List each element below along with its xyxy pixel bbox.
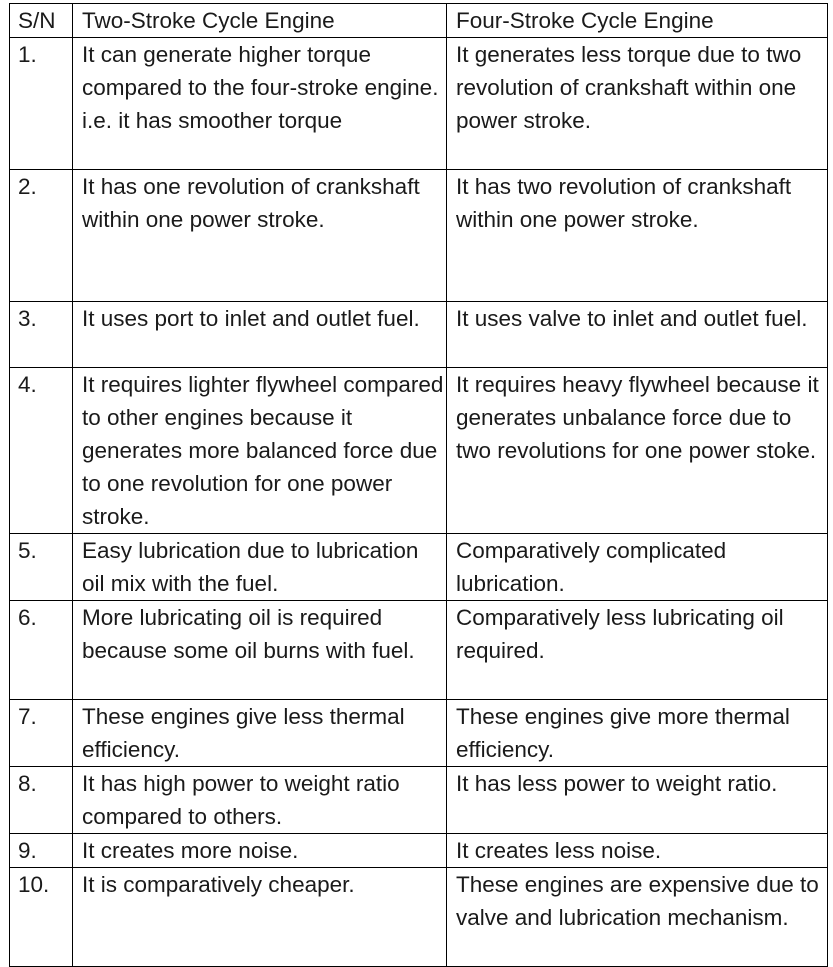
table-row — [10, 700, 828, 767]
row-sn: 3. — [10, 302, 73, 368]
row-four-stroke: It requires heavy flywheel because it generates unbalance force due to two revolutions for one power stoke. — [447, 368, 828, 534]
row-sn: 1. — [10, 38, 73, 170]
row-four-stroke: Comparatively less lubricating oil required. — [447, 601, 828, 700]
row-four-stroke: It has less power to weight ratio. — [447, 767, 828, 834]
table-row — [10, 302, 828, 368]
header-sn: S/N — [10, 4, 73, 38]
row-four-stroke: Comparatively complicated lubrication. — [447, 534, 828, 601]
table-row — [10, 834, 828, 868]
row-two-stroke: These engines give less thermal efficiency. — [73, 700, 447, 767]
row-sn: 2. — [10, 170, 73, 302]
header-four-stroke: Four-Stroke Cycle Engine — [447, 4, 828, 38]
comparison-table — [9, 3, 828, 967]
row-four-stroke: It uses valve to inlet and outlet fuel. — [447, 302, 828, 368]
row-two-stroke: It has one revolution of crankshaft within one power stroke. — [73, 170, 447, 302]
table-row — [10, 534, 828, 601]
row-two-stroke: It requires lighter flywheel compared to other engines because it generates more balanced force due to one revolution for one power stroke. — [73, 368, 447, 534]
row-sn: 9. — [10, 834, 73, 868]
row-sn: 4. — [10, 368, 73, 534]
table-row — [10, 368, 828, 534]
header-row — [10, 4, 828, 38]
row-sn: 7. — [10, 700, 73, 767]
row-four-stroke: These engines give more thermal efficiency. — [447, 700, 828, 767]
row-sn: 10. — [10, 868, 73, 967]
row-sn: 8. — [10, 767, 73, 834]
row-four-stroke: It generates less torque due to two revolution of crankshaft within one power stroke. — [447, 38, 828, 170]
row-four-stroke: It has two revolution of crankshaft within one power stroke. — [447, 170, 828, 302]
row-two-stroke: It is comparatively cheaper. — [73, 868, 447, 967]
table-row — [10, 38, 828, 170]
table-row — [10, 868, 828, 967]
row-two-stroke: It uses port to inlet and outlet fuel. — [73, 302, 447, 368]
row-four-stroke: These engines are expensive due to valve and lubrication mechanism. — [447, 868, 828, 967]
table-row — [10, 170, 828, 302]
table-row — [10, 601, 828, 700]
row-sn: 5. — [10, 534, 73, 601]
row-two-stroke: It has high power to weight ratio compared to others. — [73, 767, 447, 834]
row-two-stroke: Easy lubrication due to lubrication oil mix with the fuel. — [73, 534, 447, 601]
row-four-stroke: It creates less noise. — [447, 834, 828, 868]
row-sn: 6. — [10, 601, 73, 700]
row-two-stroke: More lubricating oil is required because some oil burns with fuel. — [73, 601, 447, 700]
row-two-stroke: It creates more noise. — [73, 834, 447, 868]
table-row — [10, 767, 828, 834]
header-two-stroke: Two-Stroke Cycle Engine — [73, 4, 447, 38]
row-two-stroke: It can generate higher torque compared to the four-stroke engine. i.e. it has smoother torque — [73, 38, 447, 170]
